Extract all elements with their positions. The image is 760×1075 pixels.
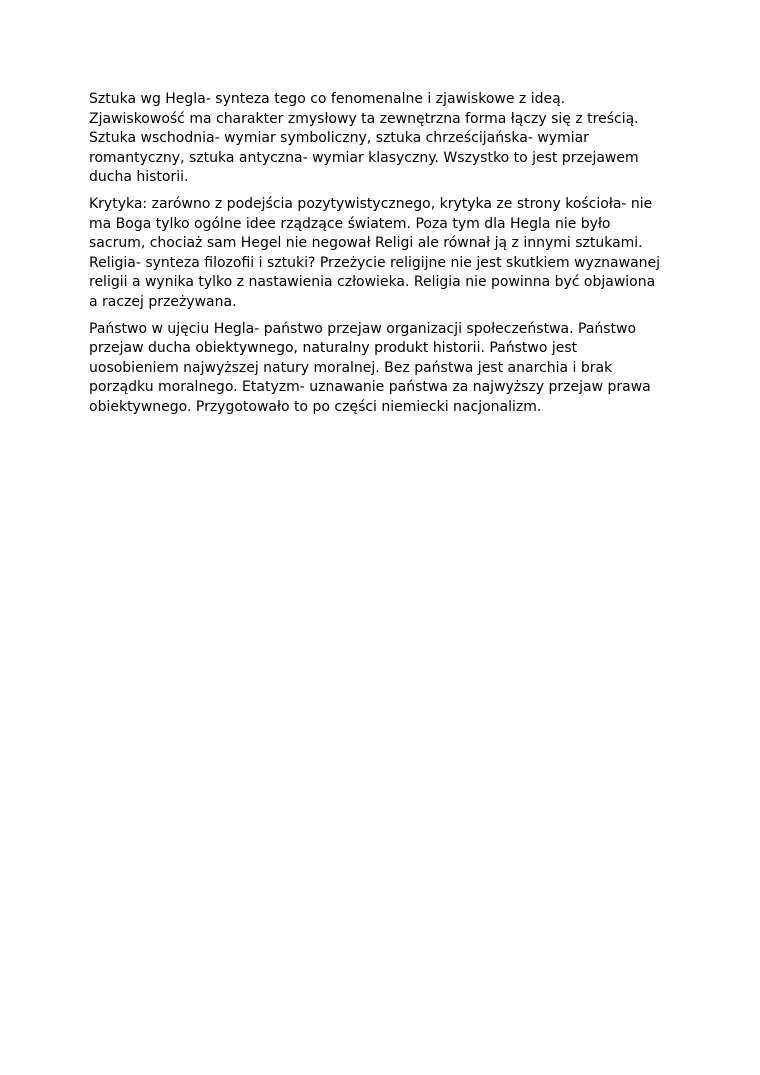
text-line: sacrum, chociaż sam Hegel nie negował Religi ale równał ją z innymi sztukami. [89,235,643,252]
text-line: Religia- synteza filozofii i sztuki? Przeżycie religijne nie jest skutkiem wyznawanej [89,254,661,271]
text-line: Sztuka wschodnia- wymiar symboliczny, sztuka chrześcijańska- wymiar [89,130,589,147]
text-line: ducha historii. [89,169,189,186]
paragraph-state [89,320,689,418]
text-line: religii a wynika tylko z nastawienia człowieka. Religia nie powinna być objawiona [89,274,656,291]
text-line: Sztuka wg Hegla- synteza tego co fenomenalne i zjawiskowe z ideą. [89,91,566,107]
text-line: Państwo w ujęciu Hegla- państwo przejaw organizacji społeczeństwa. Państwo [89,320,637,337]
text-line: a raczej przeżywana. [89,293,237,310]
text-line: ma Boga tylko ogólne idee rządzące światem. Poza tym dla Hegla nie było [89,215,611,232]
paragraph-critique [89,195,689,313]
paragraph-art [89,90,689,188]
text-line: Zjawiskowość ma charakter zmysłowy ta zewnętrzna forma łączy się z treścią. [89,110,639,127]
text-line: porządku moralnego. Etatyzm- uznawanie państwa za najwyższy przejaw prawa [89,379,651,396]
text-line: romantyczny, sztuka antyczna- wymiar klasyczny. Wszystko to jest przejawem [89,149,639,166]
text-line: uosobieniem najwyższej natury moralnej. Bez państwa jest anarchia i brak [89,359,613,376]
text-line: przejaw ducha obiektywnego, naturalny produkt historii. Państwo jest [89,340,578,357]
text-line: Krytyka: zarówno z podejścia pozytywistycznego, krytyka ze strony kościoła- nie [89,195,653,212]
document-page [89,90,689,425]
text-line: obiektywnego. Przygotowało to po części niemiecki nacjonalizm. [89,398,542,415]
